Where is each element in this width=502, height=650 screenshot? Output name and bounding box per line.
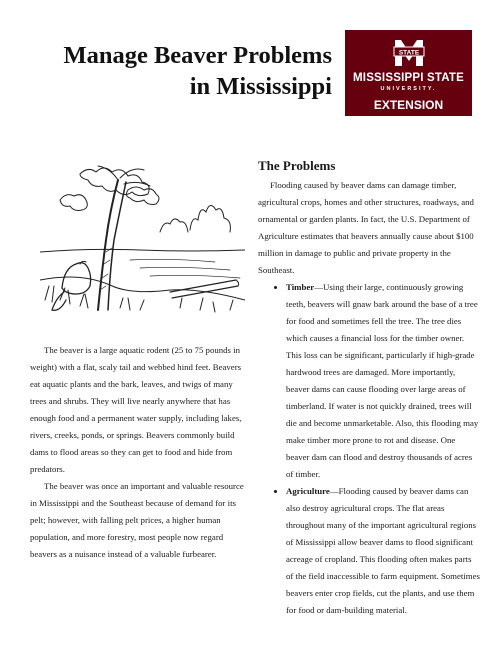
intro-paragraph-2: The beaver was once an important and valuable resource in Mississippi and the Southeast because of demand for its pelt; however, with falling pelt prices, a higher human population, and more forestry, most people now regard beavers as a nuisance instead of a valuable furbearer. (30, 481, 244, 559)
list-item (286, 279, 480, 483)
problems-list (258, 279, 480, 619)
title-line-1: Manage Beaver Problems (63, 42, 332, 69)
intro-paragraph-1: The beaver is a large aquatic rodent (25 to 75 pounds in weight) with a flat, scaly tail and webbed hind feet. Beavers eat aquatic plants and the bark, leaves, and twigs of many trees and shrubs. They will live nearly anywhere that has enough food and a permanent water supply, including lakes, rivers, creeks, ponds, or springs. Beavers commonly build dams to flood areas so they can get to food and hide from predators. (30, 345, 242, 474)
problems-intro: Flooding caused by beaver dams can damage timber, agricultural crops, homes and other structures, roadways, and ornamental or garden plants. In fact, the U.S. Department of Agriculture estimates that beavers annually cause about $100 million in damage to public and private property in the Southeast. (258, 180, 474, 275)
logo-university-name: MISSISSIPPI STATE (353, 72, 464, 84)
logo-university-label: UNIVERSITY. (380, 86, 437, 92)
beaver-landscape-illustration (40, 160, 245, 320)
problems-heading: The Problems (258, 158, 336, 173)
item-lead-timber: Timber (286, 282, 315, 292)
page-title (40, 40, 332, 102)
seal-text: STATE (398, 49, 420, 57)
item-text-agriculture: —Flooding caused by beaver dams can also destroy agricultural crops. The flat areas throughout many of the important agricultural regions of Mississippi allow beaver dams to flood significant acreage of cropland. This flooding often makes parts of the field inaccessible to farm equipment. Sometimes beavers enter crop fields, cut the plants, and use them for food or dam-building material. (286, 486, 480, 615)
problems-section (258, 157, 480, 619)
msu-extension-logo (345, 30, 472, 116)
title-line-2: in Mississippi (189, 73, 332, 100)
logo-extension-label: EXTENSION (373, 98, 444, 112)
item-lead-agriculture: Agriculture (286, 486, 330, 496)
intro-section (30, 342, 250, 563)
msu-seal-icon (391, 36, 427, 70)
list-item (286, 483, 480, 619)
item-text-timber: —Using their large, continuously growing teeth, beavers will gnaw bark around the base of a tree for food and sometimes fell the tree. The tree dies which causes a financial loss for the timber owner. This loss can be significant, particularly if high-grade hardwood trees are damaged. More importantly, beaver dams can cause flooding over large areas of timberland. If water is not quickly drained, trees will die and become unmarketable. Also, this flooding may make timber more prone to rot and disease. One beaver dam can flood and destroy thousands of acres of timber. (286, 282, 479, 479)
